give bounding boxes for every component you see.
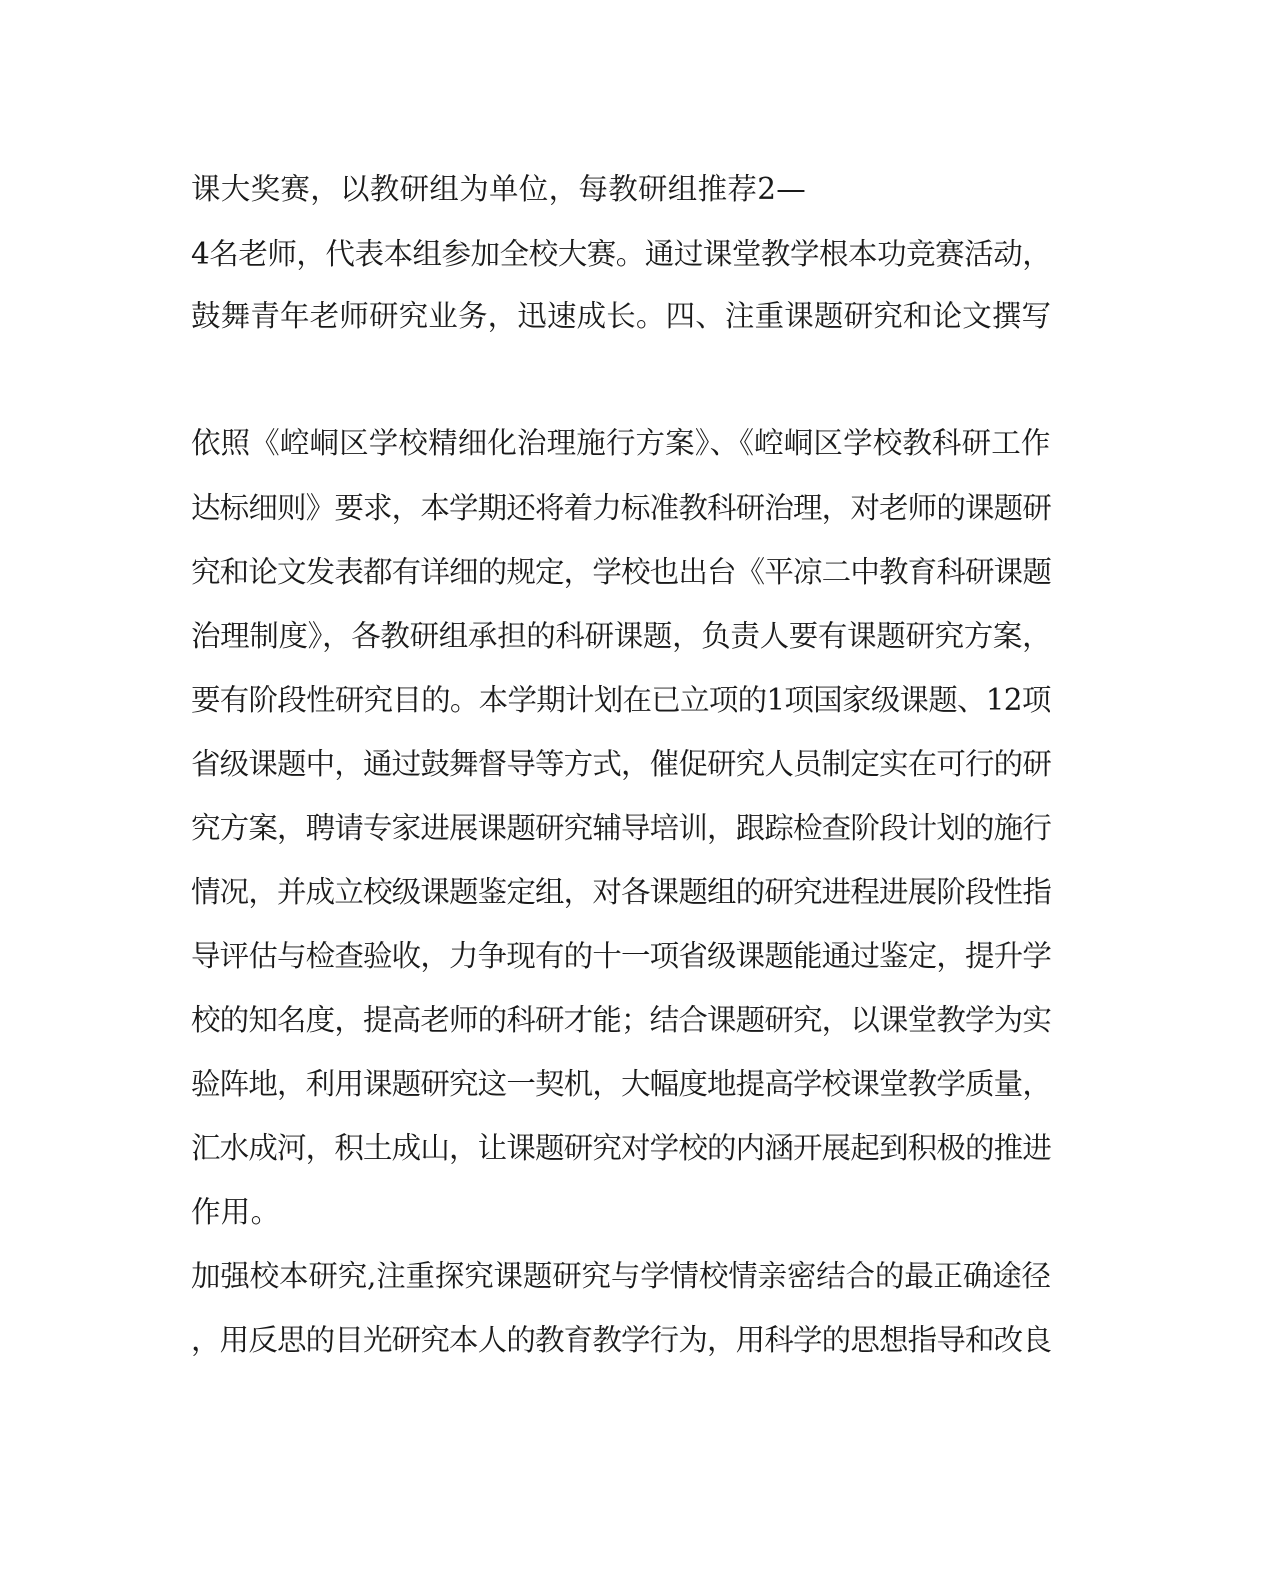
- text-line: 治理制度》，各教研组承担的科研课题，负责人要有课题研究方案，: [191, 619, 1052, 653]
- text-line: 依照《崆峒区学校精细化治理施行方案》、《崆峒区学校教科研工作: [191, 426, 1051, 460]
- text-line: 达标细则》要求，本学期还将着力标准教科研治理，对老师的课题研: [191, 491, 1052, 525]
- text-line: ，用反思的目光研究本人的教育教学行为，用科学的思想指导和改良: [191, 1323, 1052, 1357]
- text-line: 课大奖赛，以教研组为单位，每教研组推荐2—: [191, 172, 807, 206]
- text-line: 省级课题中，通过鼓舞督导等方式，催促研究人员制定实在可行的研: [191, 747, 1052, 781]
- text-line: 4名老师，代表本组参加全校大赛。通过课堂教学根本功竞赛活动，: [191, 237, 1052, 271]
- text-line: 导评估与检查验收，力争现有的十一项省级课题能通过鉴定，提升学: [191, 939, 1052, 973]
- text-line: 要有阶段性研究目的。本学期计划在已立项的1项国家级课题、12项: [191, 683, 1051, 717]
- text-line: 验阵地，利用课题研究这一契机，大幅度地提高学校课堂教学质量，: [191, 1067, 1052, 1101]
- text-line: 汇水成河，积土成山，让课题研究对学校的内涵开展起到积极的推进: [191, 1131, 1052, 1165]
- text-line: 校的知名度，提高老师的科研才能；结合课题研究，以课堂教学为实: [191, 1003, 1052, 1037]
- text-line: 加强校本研究,注重探究课题研究与学情校情亲密结合的最正确途径: [191, 1259, 1051, 1293]
- text-line: 究和论文发表都有详细的规定，学校也出台《平凉二中教育科研课题: [191, 555, 1052, 589]
- text-line: 情况，并成立校级课题鉴定组，对各课题组的研究进程进展阶段性指: [191, 875, 1052, 909]
- text-line: 作用。: [191, 1195, 281, 1229]
- text-line: 鼓舞青年老师研究业务，迅速成长。四、注重课题研究和论文撰写: [191, 299, 1052, 333]
- text-line: 究方案，聘请专家进展课题研究辅导培训，跟踪检查阶段计划的施行: [191, 811, 1052, 845]
